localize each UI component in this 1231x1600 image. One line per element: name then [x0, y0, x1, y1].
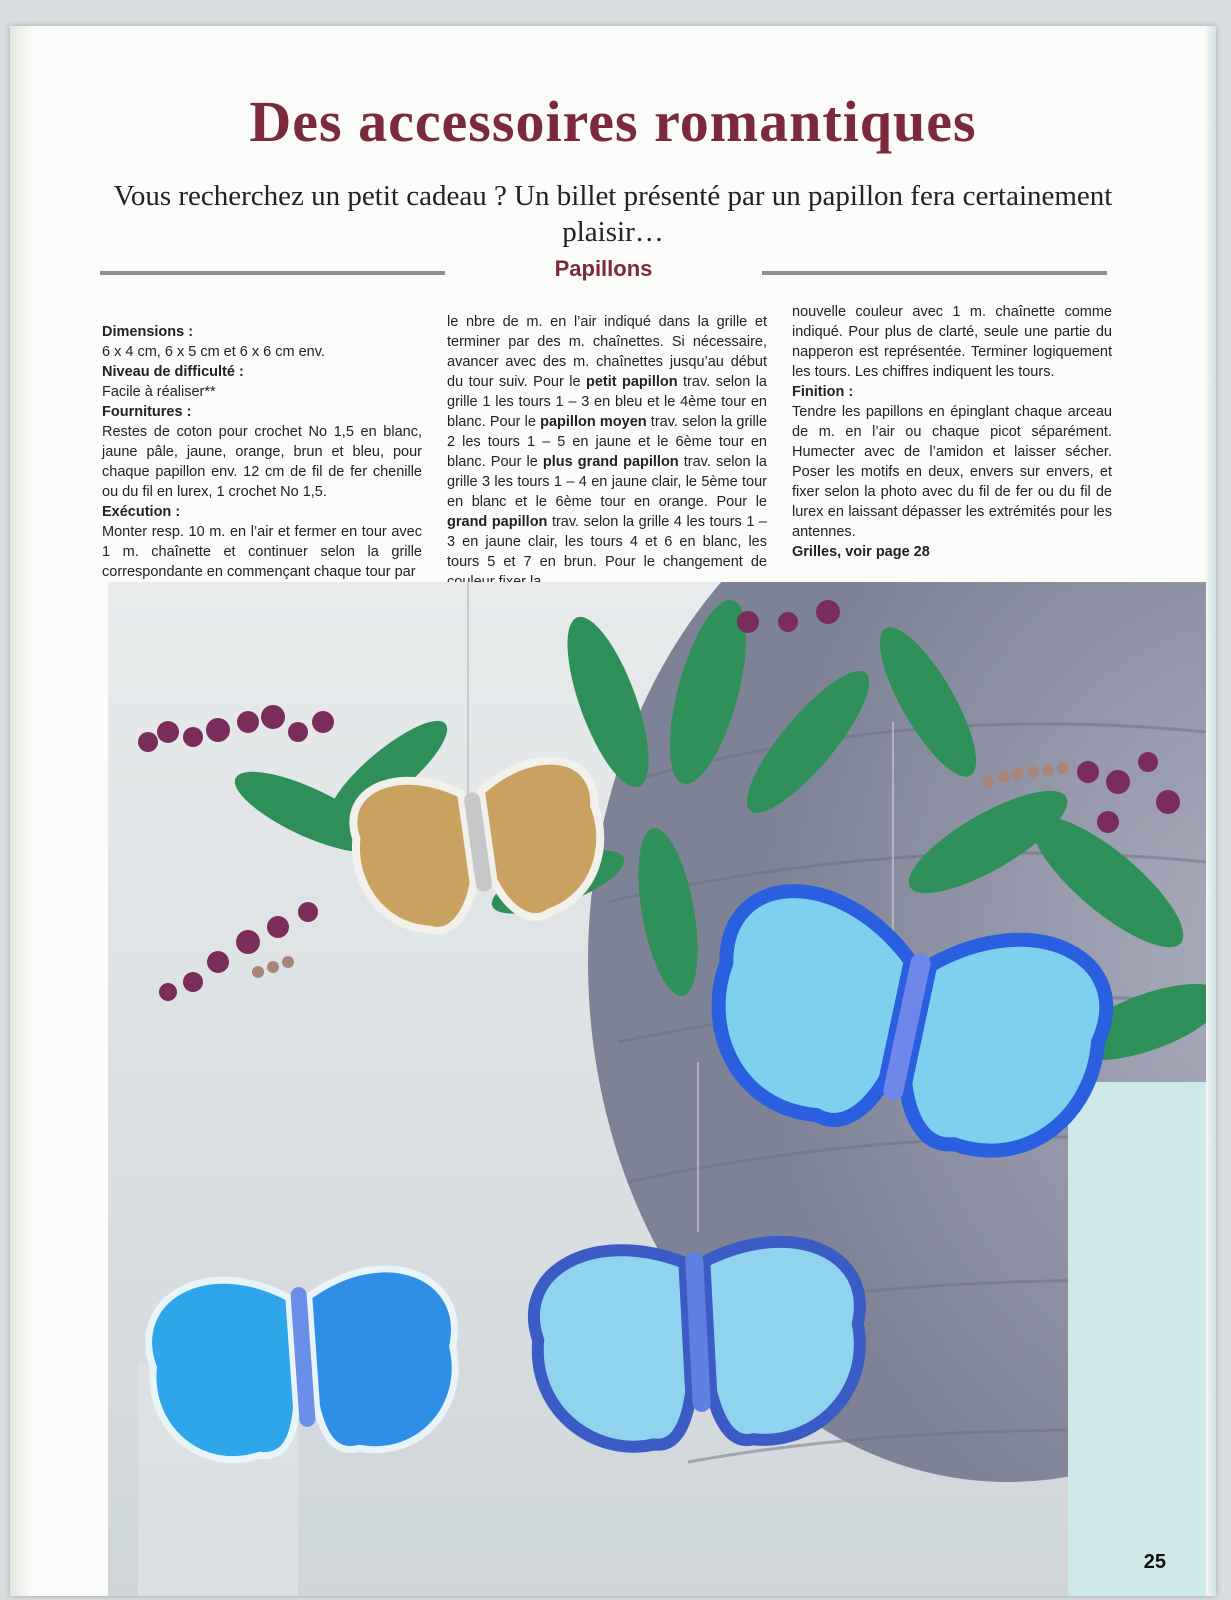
instructions-text: le nbre de m. en l’air indiqué dans la grille et terminer par des m. chaînettes. Si nécessaire, avancer avec des m. chaînettes jusqu’au début du tour suiv. Pour le: [447, 314, 767, 390]
instructions-paragraph: [447, 312, 767, 592]
finishing-text: Tendre les papillons en épinglant chaque arceau de m. en l’air ou chaque picot séparément. Humecter avec de l’amidon et laisser sécher. Poser les motifs en deux, envers sur envers, et fixer selon la photo avec du fil de fer ou du fil de lurex en laissant dépasser les extrémités pour les antennes.: [792, 404, 1112, 540]
largest-butterfly-label: plus grand papillon: [542, 454, 679, 470]
supplies-heading: Fournitures :: [102, 404, 192, 420]
page-number: 25: [1143, 1551, 1166, 1573]
text-column-3: [792, 302, 1112, 562]
supplies-text: Restes de coton pour crochet No 1,5 en blanc, jaune pâle, jaune, orange, brun et bleu, pour chaque papillon env. 12 cm de fil de fer chenille ou du fil en lurex, 1 crochet No 1,5.: [102, 424, 422, 500]
difficulty-heading: Niveau de difficulté :: [102, 364, 244, 380]
text-column-2: [447, 312, 767, 592]
small-butterfly-label: petit papillon: [585, 374, 678, 390]
large-butterfly-label: grand papillon: [447, 514, 548, 530]
butterflies-photo: [108, 582, 1206, 1596]
section-rule-left: [100, 271, 445, 275]
instructions-text: trav. selon la grille 1 les tours 1 – 3 en bleu et le 4ème tour en blanc. Pour le: [447, 374, 767, 430]
dimensions-heading: Dimensions :: [102, 324, 194, 340]
text-column-1: [102, 322, 422, 582]
grids-reference: Grilles, voir page 28: [792, 544, 930, 560]
butterflies-illustration: [108, 582, 1206, 1596]
medium-butterfly-label: papillon moyen: [540, 414, 647, 430]
execution-text: Monter resp. 10 m. en l’air et fermer en tour avec 1 m. chaînette et continuer selon la grille correspondante en commençant chaque tour par: [102, 524, 422, 580]
execution-heading: Exécution :: [102, 504, 181, 520]
instructions-text: trav. selon la grille 2 les tours 1 – 5 en jaune et le 6ème tour en blanc. Pour le: [447, 414, 768, 470]
finishing-heading: Finition :: [792, 384, 854, 400]
instructions-text: trav. selon la grille 3 les tours 1 – 4 en jaune clair, le 5ème tour en blanc et le 6ème tour en orange. Pour le: [447, 454, 767, 510]
color-change-text: nouvelle couleur avec 1 m. chaînette comme indiqué. Pour plus de clarté, seule une partie du napperon est représentée. Terminer logiquement les tours. Les chiffres indiquent les tours.: [792, 304, 1112, 380]
page-title: Des accessoires romantiques: [249, 89, 977, 154]
vase: [1068, 1082, 1206, 1596]
section-heading: Papillons: [554, 256, 653, 281]
dimensions-text: 6 x 4 cm, 6 x 5 cm et 6 x 6 cm env.: [102, 344, 325, 360]
section-rule-right: [762, 271, 1107, 275]
instructions-text: trav. selon la grille 4 les tours 1 – 3 en jaune clair, les tours 4 et 6 en blanc, les tours 5 et 7 en brun. Pour le changement de: [447, 514, 767, 570]
magazine-page: [10, 26, 1216, 1596]
difficulty-text: Facile à réaliser**: [102, 384, 216, 400]
page-subtitle: Vous recherchez un petit cadeau ? Un billet présenté par un papillon fera certainement plaisir…: [113, 180, 1113, 248]
page-spine: [10, 26, 32, 1596]
